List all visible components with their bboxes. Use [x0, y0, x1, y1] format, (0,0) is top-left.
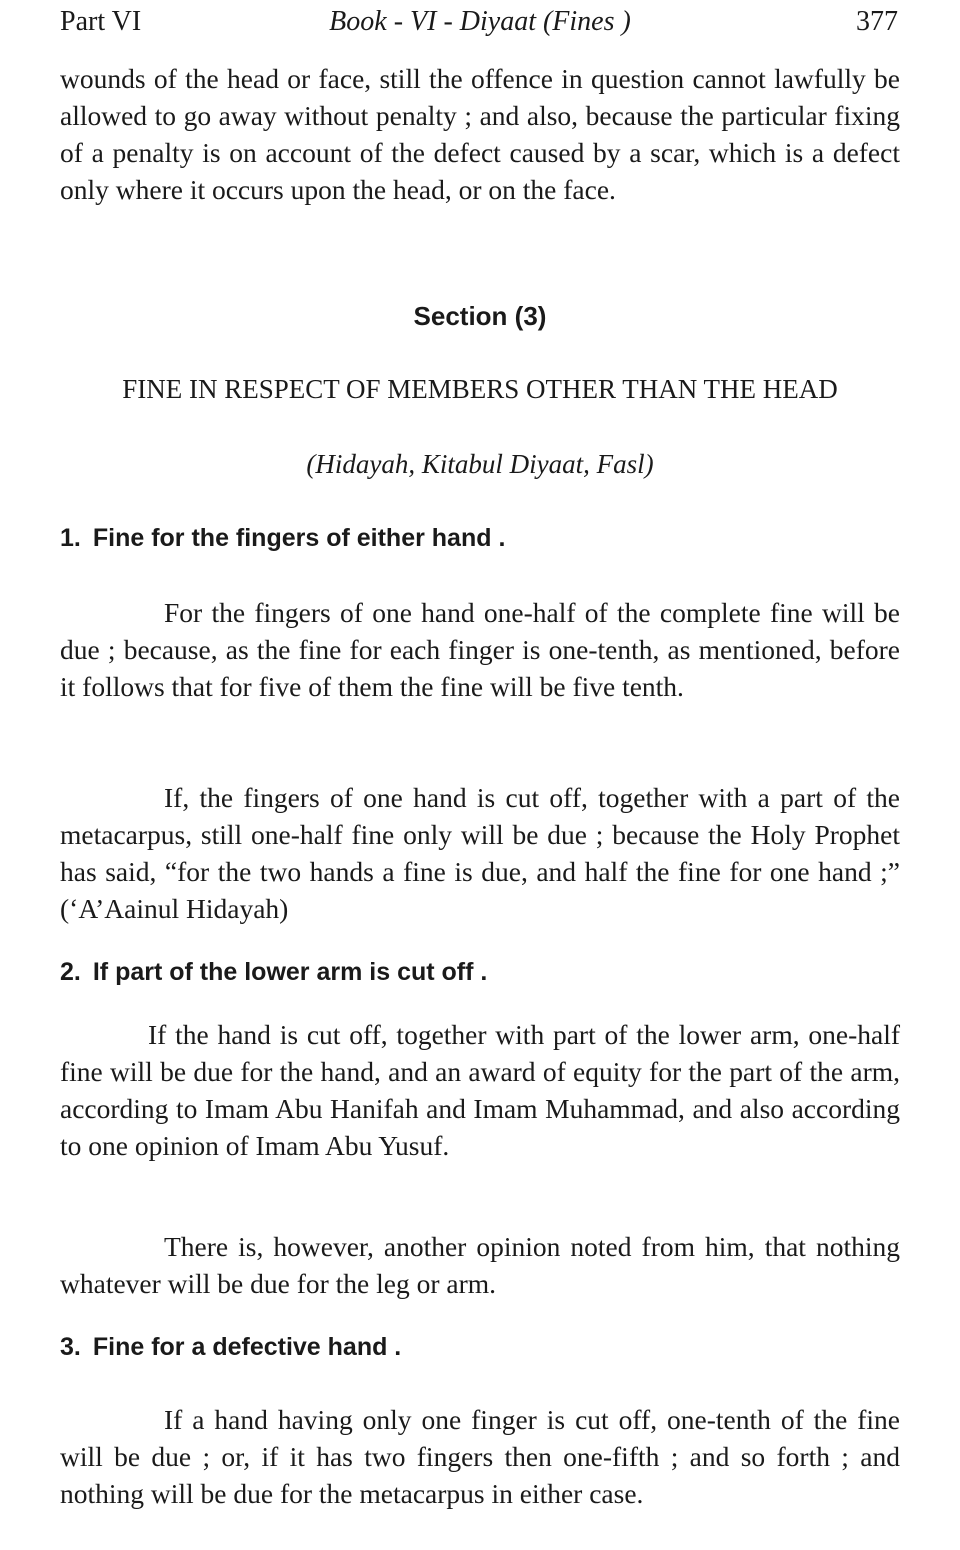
item-3-heading	[60, 1329, 900, 1365]
item-3-paragraph-1: If a hand having only one finger is cut off, one-tenth of the fine will be due ; or, if it has two fingers then one-fifth ; and so forth ; and nothing will be due for the metacarpus in either case.	[60, 1404, 900, 1509]
item-1-paragraph-2: If, the fingers of one hand is cut off, together with a part of the metacarpus, still one-half fine only will be due ; because the Holy Prophet has said, “for the two hands a fine is due, and half the fine for one hand ;” (‘A’Aainul Hidayah)	[60, 782, 900, 924]
item-number: 3.	[60, 1333, 81, 1361]
book-title: Book - VI - Diyaat (Fines )	[329, 6, 631, 37]
item-2-paragraph-1: If the hand is cut off, together with part of the lower arm, one-half fine will be due for the hand, and an award of equity for the part of the arm, according to Imam Abu Hanifah and Imam Muhammad, and also according to one opinion of Imam Abu Yusuf.	[60, 1019, 900, 1161]
item-1-heading	[60, 520, 900, 556]
section-heading: FINE IN RESPECT OF MEMBERS OTHER THAN THE HEAD	[122, 374, 838, 404]
item-title: If part of the lower arm is cut off .	[92, 958, 488, 986]
section-title: Section (3)	[413, 301, 547, 331]
item-number: 2.	[60, 958, 81, 986]
item-title: Fine for a defective hand .	[92, 1333, 402, 1361]
item-1-paragraph-1: For the fingers of one hand one-half of the complete fine will be due ; because, as the fine for each finger is one-tenth, as mentioned, before it follows that for five of them the fine will be five tenth.	[60, 597, 900, 702]
item-2-paragraph-2: There is, however, another opinion noted from him, that nothing whatever will be due for the leg or arm.	[60, 1231, 900, 1299]
part-label: Part VI	[60, 6, 142, 37]
item-2-heading	[60, 954, 900, 990]
page-number: 377	[856, 6, 898, 37]
item-number: 1.	[60, 524, 81, 552]
running-header	[60, 4, 900, 40]
section-reference: (Hidayah, Kitabul Diyaat, Fasl)	[306, 449, 654, 479]
item-title: Fine for the fingers of either hand .	[92, 524, 506, 552]
intro-paragraph: wounds of the head or face, still the offence in question cannot lawfully be allowed to go away without penalty ; and also, because the particular fixing of a penalty is on account of the defect caused by a scar, which is a defect only where it occurs upon the head, or on the face.	[60, 63, 900, 205]
